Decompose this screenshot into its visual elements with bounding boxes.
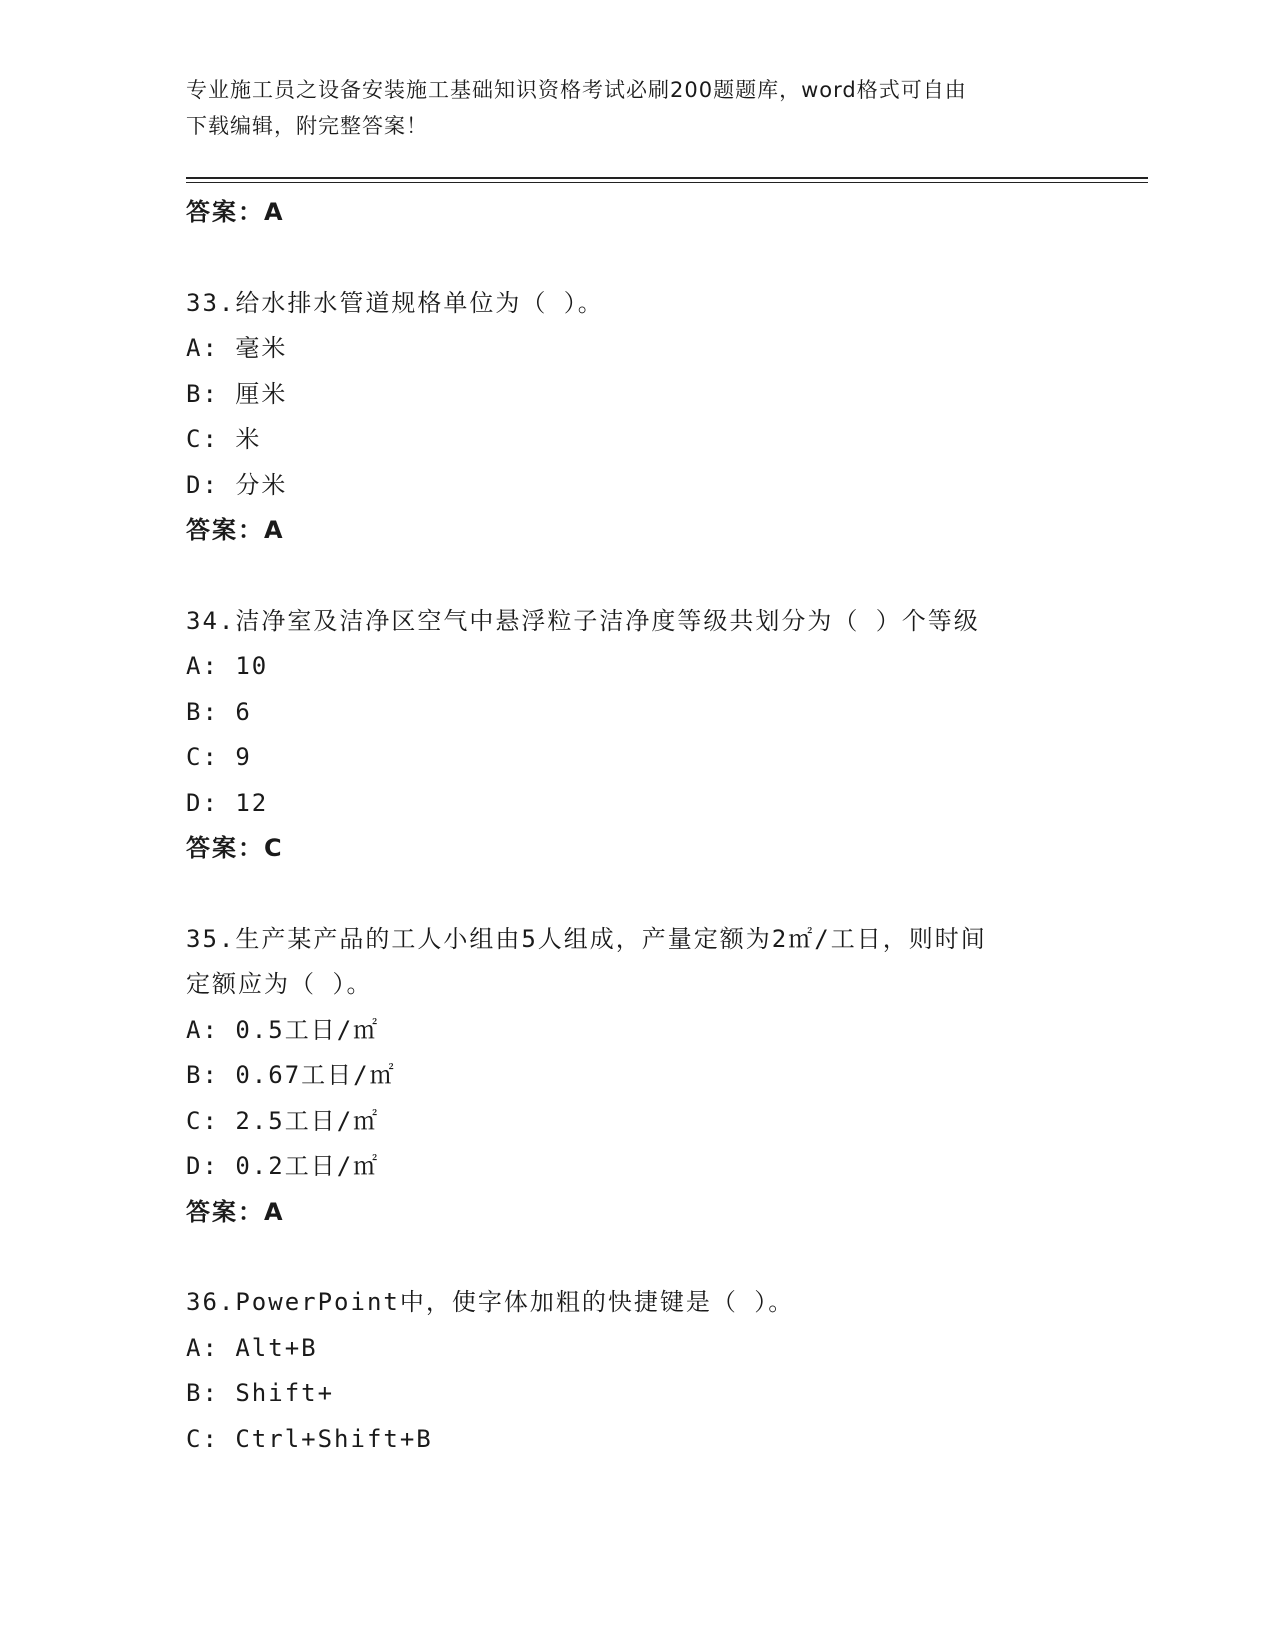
question-text-line-1: 35.生产某产品的工人小组由5人组成，产量定额为2㎡/工日，则时间 xyxy=(186,924,987,953)
answer-line: 答案：C xyxy=(186,834,284,862)
header-divider-thick xyxy=(186,177,1148,179)
option-c: C: 2.5工日/㎡ xyxy=(186,1106,380,1135)
answer-line: 答案：A xyxy=(186,198,285,226)
option-a: A: 毫米 xyxy=(186,334,288,362)
question-text: 34.洁净室及洁净区空气中悬浮粒子洁净度等级共划分为（ ）个等级 xyxy=(186,606,980,635)
spacer xyxy=(186,872,1148,917)
question-block xyxy=(186,917,1148,1236)
question-block xyxy=(186,281,1148,554)
question-list xyxy=(186,190,1148,1462)
spacer xyxy=(186,554,1148,599)
option-d: D: 0.2工日/㎡ xyxy=(186,1152,380,1180)
header-line-2: 下载编辑，附完整答案！ xyxy=(186,114,428,138)
option-c: C: Ctrl+Shift+B xyxy=(186,1424,433,1453)
spacer xyxy=(186,1235,1148,1280)
question-text: 36.PowerPoint中，使字体加粗的快捷键是（ ）。 xyxy=(186,1288,795,1316)
option-b: B: Shift+ xyxy=(186,1379,335,1407)
header-divider-thin xyxy=(186,182,1148,183)
option-c: C: 米 xyxy=(186,425,262,453)
question-text: 33.给水排水管道规格单位为（ ）。 xyxy=(186,288,604,317)
option-a: A: 10 xyxy=(186,652,269,680)
option-b: B: 0.67工日/㎡ xyxy=(186,1061,396,1089)
option-d: D: 分米 xyxy=(186,470,288,499)
option-a: A: 0.5工日/㎡ xyxy=(186,1015,380,1044)
question-block xyxy=(186,599,1148,872)
option-b: B: 厘米 xyxy=(186,379,288,408)
option-b: B: 6 xyxy=(186,697,252,726)
question-text-line-2: 定额应为（ ）。 xyxy=(186,970,373,998)
option-a: A: Alt+B xyxy=(186,1333,318,1362)
answer-line: 答案：A xyxy=(186,516,285,544)
document-header xyxy=(186,72,1086,144)
question-block xyxy=(186,1280,1148,1462)
option-c: C: 9 xyxy=(186,743,252,771)
spacer xyxy=(186,236,1148,281)
header-line-1: 专业施工员之设备安装施工基础知识资格考试必刷200题题库，word格式可自由 xyxy=(186,78,967,102)
option-d: D: 12 xyxy=(186,788,269,817)
answer-line: 答案：A xyxy=(186,1197,285,1226)
